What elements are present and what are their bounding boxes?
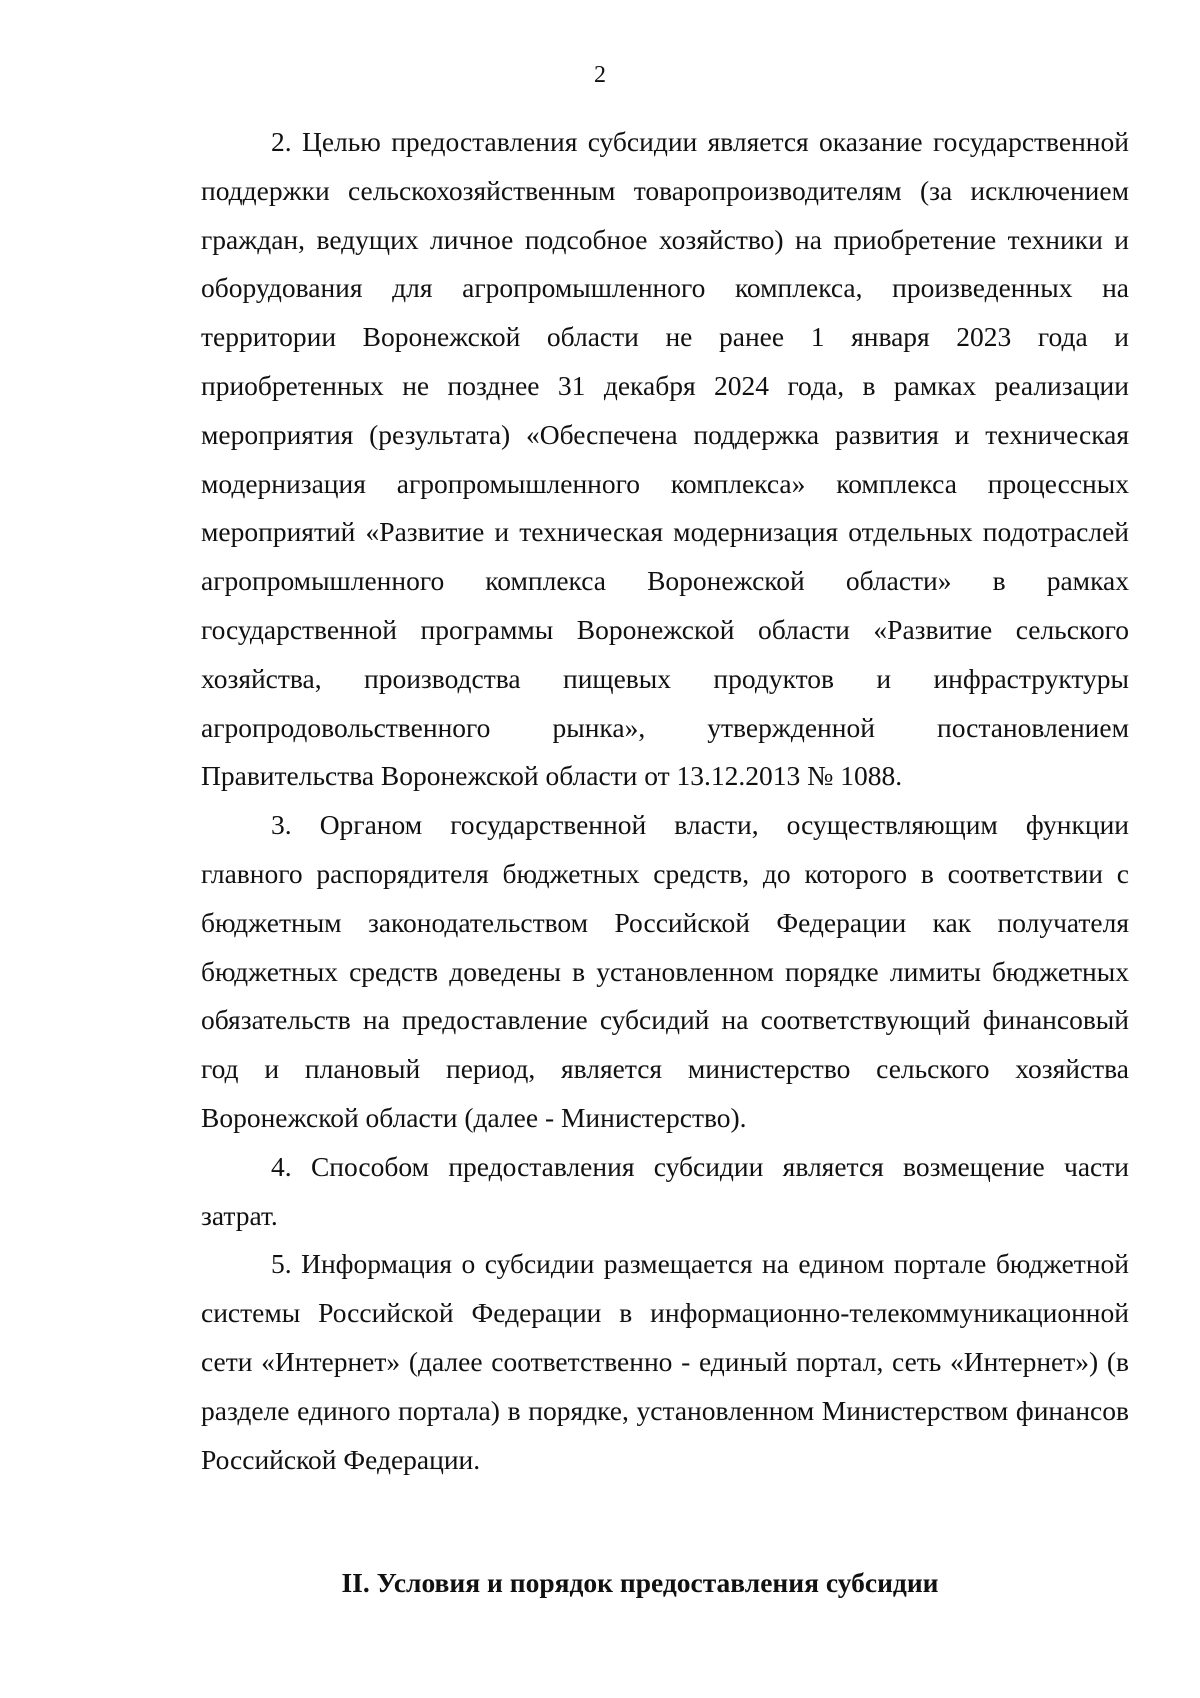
document-body: [201, 118, 1129, 1484]
paragraph-5: 5. Информация о субсидии размещается на едином портале бюджетной системы Российской Федерации в информационно-телекоммуникационной сети «Интернет» (далее соответственно - единый портал, сеть «Интернет») (в разделе единого портала) в порядке, установленном Министерством финансов Российской Федерации.: [201, 1248, 1129, 1475]
paragraph-2: 2. Целью предоставления субсидии является оказание государственной поддержки сельскохозяйственным товаропроизводителям (за исключением граждан, ведущих личное подсобное хозяйство) на приобретение техники и оборудования для агропромышленного комплекса, произведенных на территории Воронежской области не ранее 1 января 2023 года и приобретенных не позднее 31 декабря 2024 года, в рамках реализации мероприятия (результата) «Обеспечена поддержка развития и техническая модернизация агропромышленного комплекса» комплекса процессных мероприятий «Развитие и техническая модернизация отдельных подотраслей агропромышленного комплекса Воронежской области» в рамках государственной программы Воронежской области «Развитие сельского хозяйства, производства пищевых продуктов и инфраструктуры агропродовольственного рынка», утвержденной постановлением Правительства Воронежской области от 13.12.2013 № 1088.: [201, 126, 1129, 792]
section-heading: II. Условия и порядок предоставления субсидии: [341, 1567, 939, 1598]
paragraph-4: 4. Способом предоставления субсидии является возмещение части затрат.: [201, 1150, 1129, 1231]
paragraph-3: 3. Органом государственной власти, осуществляющим функции главного распорядителя бюджетных средств, до которого в соответствии с бюджетным законодательством Российской Федерации как получателя бюджетных средств доведены в установленном порядке лимиты бюджетных обязательств на предоставление субсидий на соответствующий финансовый год и плановый период, является министерство сельского хозяйства Воронежской области (далее - Министерство).: [201, 809, 1129, 1133]
page-number: 2: [594, 62, 606, 88]
